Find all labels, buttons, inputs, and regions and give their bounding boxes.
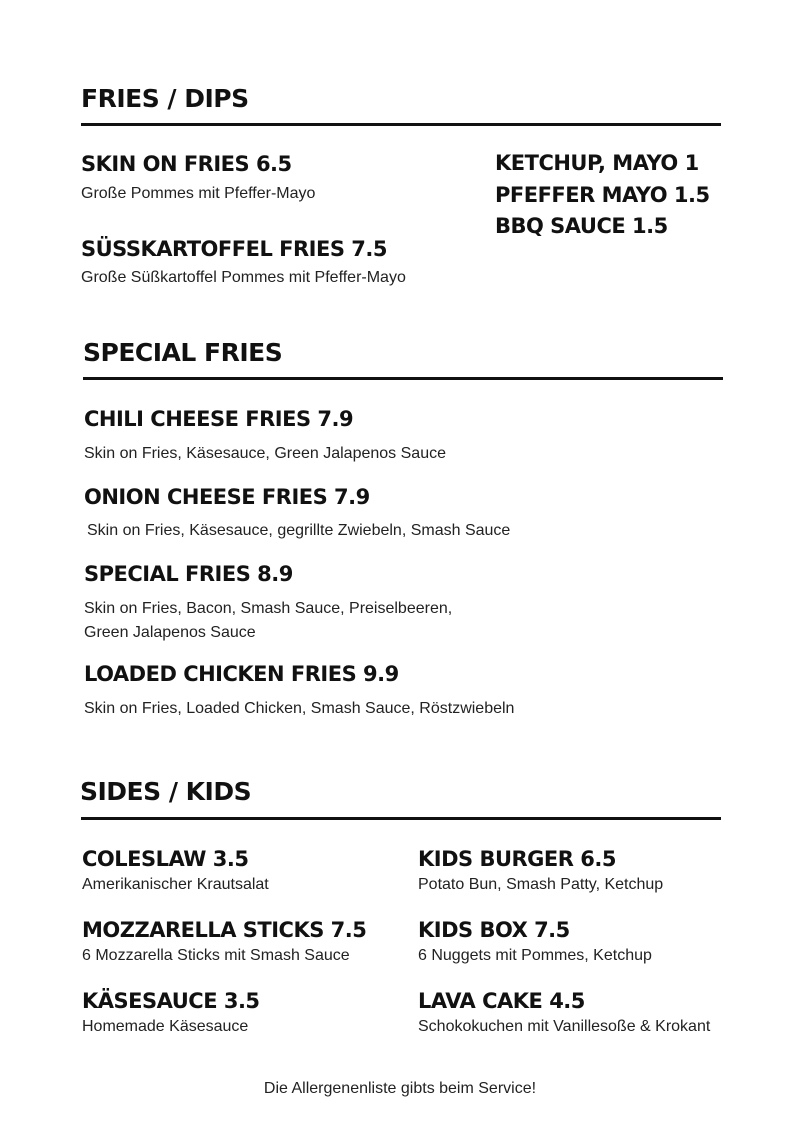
menu-item-description: Homemade Käsesauce	[82, 1018, 249, 1035]
menu-item-description: Schokokuchen mit Vanillesoße & Krokant	[418, 1018, 711, 1035]
menu-item-description: Green Jalapenos Sauce	[84, 624, 256, 641]
dip-item: PFEFFER MAYO 1.5	[495, 183, 710, 207]
menu-item-name: CHILI CHEESE FRIES 7.9	[84, 407, 354, 431]
menu-item-description: Große Süßkartoffel Pommes mit Pfeffer-Mayo	[81, 269, 406, 286]
menu-item-name: SÜSSKARTOFFEL FRIES 7.5	[81, 237, 387, 261]
menu-item-description: Skin on Fries, Käsesauce, gegrillte Zwiebeln, Smash Sauce	[87, 522, 511, 539]
section-heading-sides-kids: SIDES / KIDS	[80, 777, 252, 806]
menu-item-name: KÄSESAUCE 3.5	[82, 989, 260, 1013]
menu-item-description: Skin on Fries, Bacon, Smash Sauce, Preiselbeeren,	[84, 600, 453, 617]
menu-item-name: SKIN ON FRIES 6.5	[81, 152, 292, 176]
menu-item-description: Große Pommes mit Pfeffer-Mayo	[81, 185, 316, 202]
section-heading-fries-dips: FRIES / DIPS	[81, 84, 249, 113]
menu-item-description: Potato Bun, Smash Patty, Ketchup	[418, 876, 664, 893]
menu-item-name: MOZZARELLA STICKS 7.5	[82, 918, 367, 942]
dip-item: BBQ SAUCE 1.5	[495, 214, 668, 238]
menu-item-description: 6 Nuggets mit Pommes, Ketchup	[418, 947, 652, 964]
menu-item-description: Skin on Fries, Loaded Chicken, Smash Sauce, Röstzwiebeln	[84, 700, 515, 717]
menu-item-description: Amerikanischer Krautsalat	[82, 876, 269, 893]
menu-item-name: LOADED CHICKEN FRIES 9.9	[84, 662, 399, 686]
menu-item-name: KIDS BOX 7.5	[418, 918, 570, 942]
menu-item-name: SPECIAL FRIES 8.9	[84, 562, 293, 586]
menu-item-name: KIDS BURGER 6.5	[418, 847, 616, 871]
menu-item-description: Skin on Fries, Käsesauce, Green Jalapenos Sauce	[84, 445, 446, 462]
dip-item: KETCHUP, MAYO 1	[495, 151, 699, 175]
section-divider	[83, 377, 723, 380]
menu-item-name: ONION CHEESE FRIES 7.9	[84, 485, 370, 509]
section-divider	[81, 123, 721, 126]
section-heading-special-fries: SPECIAL FRIES	[83, 338, 283, 367]
section-divider	[81, 817, 721, 820]
menu-item-description: 6 Mozzarella Sticks mit Smash Sauce	[82, 947, 350, 964]
allergen-note: Die Allergenenliste gibts beim Service!	[263, 1080, 537, 1097]
menu-item-name: COLESLAW 3.5	[82, 847, 249, 871]
menu-item-name: LAVA CAKE 4.5	[418, 989, 585, 1013]
